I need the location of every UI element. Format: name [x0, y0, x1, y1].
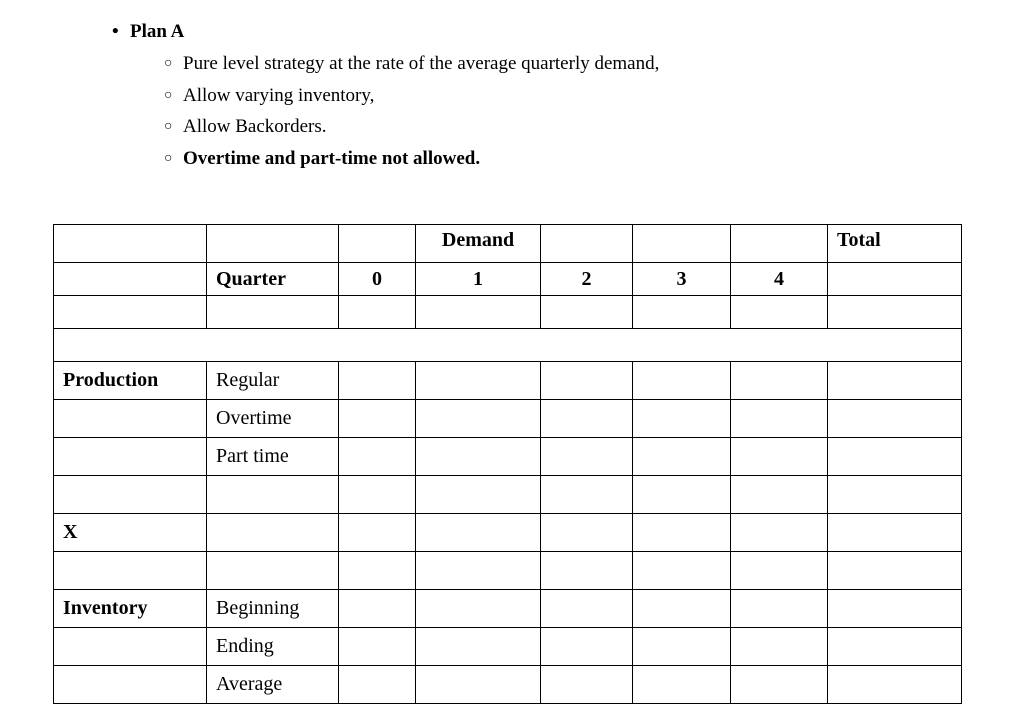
table-row-blank	[54, 552, 962, 590]
table-cell[interactable]	[828, 590, 962, 628]
table-cell[interactable]	[54, 225, 207, 263]
table-cell[interactable]	[633, 476, 731, 514]
total-header: Total	[828, 225, 962, 263]
plan-item-varying-inventory	[164, 84, 374, 108]
table-row-production-part-time	[54, 438, 962, 476]
plan-item-backorders	[164, 115, 327, 139]
table-cell[interactable]	[731, 225, 828, 263]
production-label: Production	[54, 362, 207, 400]
plan-item-text: Overtime and part-time not allowed.	[183, 148, 481, 169]
row-label-regular: Regular	[207, 362, 339, 400]
inventory-label: Inventory	[54, 590, 207, 628]
table-cell[interactable]	[207, 552, 339, 590]
table-row-demand-header	[54, 225, 962, 263]
table-cell[interactable]	[416, 514, 541, 552]
table-cell[interactable]	[828, 666, 962, 704]
table-row-x	[54, 514, 962, 552]
table-cell[interactable]	[828, 263, 962, 296]
table-cell[interactable]	[541, 296, 633, 329]
table-cell[interactable]	[828, 552, 962, 590]
table-cell[interactable]	[731, 590, 828, 628]
table-cell[interactable]	[828, 514, 962, 552]
table-cell[interactable]	[633, 438, 731, 476]
quarter-header: Quarter	[207, 263, 339, 296]
plan-item-text: Allow Backorders.	[183, 116, 327, 137]
x-label: X	[54, 514, 207, 552]
row-label-overtime: Overtime	[207, 400, 339, 438]
table-spacer-cell	[54, 329, 962, 362]
table-cell[interactable]	[541, 552, 633, 590]
table-cell[interactable]	[633, 552, 731, 590]
table-row-demand-values	[54, 296, 962, 329]
table-cell[interactable]	[731, 666, 828, 704]
table-row-production-regular	[54, 362, 962, 400]
table-cell[interactable]	[416, 438, 541, 476]
table-cell[interactable]	[633, 225, 731, 263]
plan-title	[112, 20, 184, 44]
table-cell[interactable]	[416, 476, 541, 514]
table-cell[interactable]	[339, 628, 416, 666]
plan-item-text: Pure level strategy at the rate of the average quarterly demand,	[183, 53, 660, 74]
table-cell[interactable]	[828, 400, 962, 438]
table-cell[interactable]	[54, 476, 207, 514]
table-cell[interactable]	[54, 628, 207, 666]
table-cell[interactable]	[54, 400, 207, 438]
table-row-inventory-beginning	[54, 590, 962, 628]
table-cell[interactable]	[633, 590, 731, 628]
plan-item-no-overtime	[164, 147, 480, 171]
quarter-3-header: 3	[633, 263, 731, 296]
table-cell[interactable]	[828, 438, 962, 476]
table-cell[interactable]	[339, 476, 416, 514]
table-cell[interactable]	[54, 438, 207, 476]
table-cell[interactable]	[633, 296, 731, 329]
table-cell[interactable]	[731, 438, 828, 476]
quarter-2-header: 2	[541, 263, 633, 296]
table-cell[interactable]	[339, 552, 416, 590]
sub-bullet-marker: ○	[164, 151, 173, 166]
table-cell[interactable]	[416, 666, 541, 704]
table-cell[interactable]	[633, 628, 731, 666]
table-cell[interactable]	[416, 552, 541, 590]
table-cell[interactable]	[416, 628, 541, 666]
table-cell[interactable]	[731, 362, 828, 400]
quarter-1-header: 1	[416, 263, 541, 296]
row-label-beginning: Beginning	[207, 590, 339, 628]
quarter-0-header: 0	[339, 263, 416, 296]
table-row-quarter-header	[54, 263, 962, 296]
plan-title-text: Plan A	[130, 21, 185, 42]
table-row-production-overtime	[54, 400, 962, 438]
table-cell[interactable]	[633, 514, 731, 552]
table-cell[interactable]	[54, 666, 207, 704]
table-cell[interactable]	[731, 400, 828, 438]
table-cell[interactable]	[416, 590, 541, 628]
table-cell[interactable]	[541, 362, 633, 400]
table-cell[interactable]	[541, 666, 633, 704]
table-cell[interactable]	[541, 514, 633, 552]
quarter-4-header: 4	[731, 263, 828, 296]
table-cell[interactable]	[731, 628, 828, 666]
table-cell[interactable]	[339, 296, 416, 329]
table-cell[interactable]	[731, 476, 828, 514]
row-label-average: Average	[207, 666, 339, 704]
table-cell[interactable]	[541, 225, 633, 263]
sub-bullet-marker: ○	[164, 56, 173, 71]
table-cell[interactable]	[339, 362, 416, 400]
table-cell[interactable]	[339, 590, 416, 628]
table-cell[interactable]	[207, 476, 339, 514]
table-cell[interactable]	[828, 628, 962, 666]
table-cell[interactable]	[54, 296, 207, 329]
table-cell[interactable]	[541, 628, 633, 666]
table-cell[interactable]	[339, 514, 416, 552]
plan-item-text: Allow varying inventory,	[183, 85, 375, 106]
table-cell[interactable]	[416, 296, 541, 329]
table-cell[interactable]	[633, 400, 731, 438]
table-cell[interactable]	[339, 400, 416, 438]
table-cell[interactable]	[54, 552, 207, 590]
table-cell[interactable]	[54, 263, 207, 296]
table-row-inventory-average	[54, 666, 962, 704]
table-cell[interactable]	[731, 296, 828, 329]
table-cell[interactable]	[828, 476, 962, 514]
table-cell[interactable]	[731, 514, 828, 552]
table-cell[interactable]	[731, 552, 828, 590]
table-cell[interactable]	[541, 590, 633, 628]
row-label-ending: Ending	[207, 628, 339, 666]
table-cell[interactable]	[207, 225, 339, 263]
table-cell[interactable]	[207, 514, 339, 552]
table-row-spacer	[54, 329, 962, 362]
sub-bullet-marker: ○	[164, 119, 173, 134]
table-cell[interactable]	[416, 362, 541, 400]
table-cell[interactable]	[416, 400, 541, 438]
table-cell[interactable]	[541, 400, 633, 438]
table-row-blank	[54, 476, 962, 514]
table-cell[interactable]	[828, 362, 962, 400]
demand-header: Demand	[416, 225, 541, 263]
table-cell[interactable]	[339, 438, 416, 476]
plan-item-level-strategy	[164, 52, 659, 76]
aggregate-plan-table	[53, 224, 962, 704]
table-cell[interactable]	[339, 225, 416, 263]
table-cell[interactable]	[633, 362, 731, 400]
bullet-marker: •	[112, 21, 119, 42]
row-label-part-time: Part time	[207, 438, 339, 476]
sub-bullet-marker: ○	[164, 88, 173, 103]
table-cell[interactable]	[339, 666, 416, 704]
table-cell[interactable]	[541, 438, 633, 476]
table-cell[interactable]	[828, 296, 962, 329]
table-row-inventory-ending	[54, 628, 962, 666]
table-cell[interactable]	[633, 666, 731, 704]
table-cell[interactable]	[207, 296, 339, 329]
table-cell[interactable]	[541, 476, 633, 514]
